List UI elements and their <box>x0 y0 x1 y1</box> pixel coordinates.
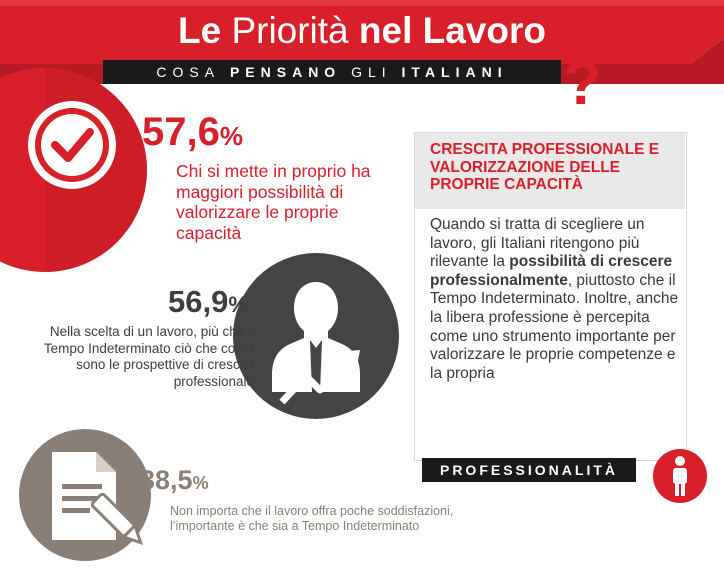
person-icon <box>652 448 708 504</box>
subtitle-bar <box>103 60 561 84</box>
stat-description: Chi si mette in proprio ha maggiori possibilità di valorizzare le proprie capacità <box>176 161 371 243</box>
stat-unit: % <box>192 473 209 493</box>
stat-percentage <box>168 284 248 320</box>
info-body-text: Quando si tratta di scegliere un lavoro, gli Italiani ritengono più rilevante la <box>430 216 645 271</box>
info-box-body <box>430 216 686 383</box>
stat-value: 38,5 <box>140 465 193 495</box>
title-word-lavoro: Lavoro <box>422 10 547 51</box>
subtitle-word-gli: GLI <box>351 64 392 80</box>
stat-unit: % <box>219 121 243 151</box>
stat-value: 57,6 <box>142 110 220 154</box>
title-word-priorita: Priorità <box>231 10 349 51</box>
page-title <box>0 6 724 56</box>
info-box-footer-label: PROFESSIONALITÀ <box>422 458 636 482</box>
stat-percentage <box>140 465 209 496</box>
subtitle-word-italiani: ITALIANI <box>401 64 508 80</box>
subtitle-word-cosa: COSA <box>156 64 221 80</box>
checkmark-badge-icon <box>0 65 150 275</box>
stat-value: 56,9 <box>168 284 229 319</box>
document-pen-icon <box>18 428 152 562</box>
title-word-nel: nel <box>358 10 413 51</box>
subtitle-word-pensano: PENSANO <box>229 64 342 80</box>
title-word-le: Le <box>177 10 222 51</box>
info-body-text: , piuttosto che il Tempo Indeterminato. Inoltre, anche la libera professione è percepita come uno strumento importante per valorizzare le proprie competenze e la propria <box>430 271 679 382</box>
stat-description: Non importa che il lavoro offra poche soddisfazioni, l’importante è che sia a Tempo Indeterminato <box>170 504 454 533</box>
info-body-highlight: possibilità di crescere professionalmente <box>430 253 673 289</box>
stat-description: Nella scelta di un lavoro, più che il Tempo Indeterminato ciò che conta sono le prospettive di crescita professionale <box>43 324 254 389</box>
question-mark-icon: ? <box>563 49 601 118</box>
stat-percentage <box>142 110 243 155</box>
info-box-title: CRESCITA PROFESSIONALE E VALORIZZAZIONE DELLE PROPRIE CAPACITÀ <box>430 141 660 193</box>
stat-unit: % <box>228 292 248 317</box>
businessman-growth-arrow-icon <box>232 252 400 420</box>
